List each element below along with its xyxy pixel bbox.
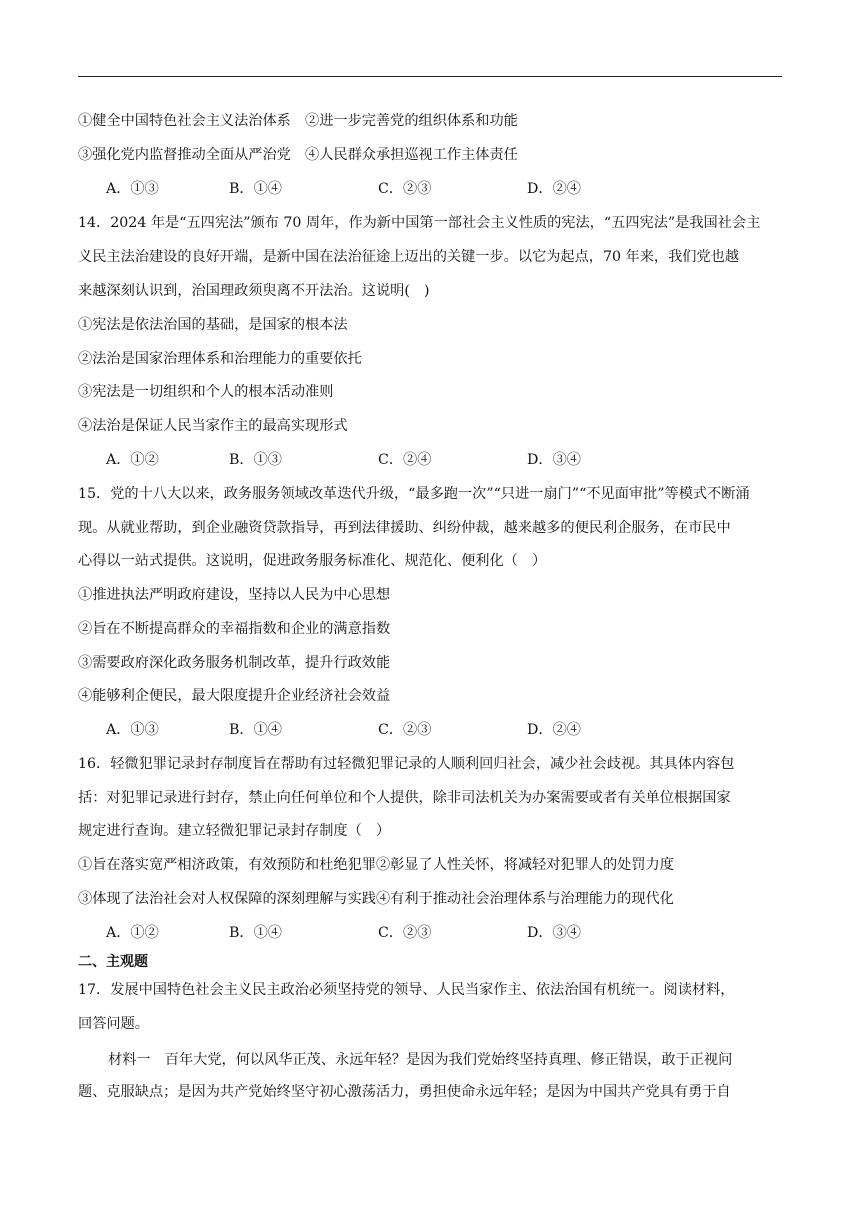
q15-item-1: ①推进执法严明政府建设，坚持以人民为中心思想 — [78, 587, 391, 603]
q13-items-row-1: ①健全中国特色社会主义法治体系 ②进一步完善党的组织体系和功能 — [78, 113, 518, 129]
q16-stem-line-1: 16．轻微犯罪记录封存制度旨在帮助有过轻微犯罪记录的人顺利回归社会，减少社会歧视。其具体内容包 — [78, 756, 735, 772]
q13-option-b: B．①④ — [229, 181, 282, 197]
q14-stem-line-2: 义民主法治建设的良好开端，是新中国在法治征途上迈出的关键一步。以它为起点，70 年来，我们党也越 — [78, 249, 740, 265]
q17-stem-line-1: 17．发展中国特色社会主义民主政治必须坚持党的领导、人民当家作主、依法治国有机统一。阅读材料， — [78, 982, 735, 998]
q16-items-row-1: ①旨在落实宽严相济政策，有效预防和杜绝犯罪②彰显了人性关怀，将减轻对犯罪人的处罚力度 — [78, 857, 674, 873]
q16-options — [0, 923, 860, 943]
q15-item-4: ④能够利企便民，最大限度提升企业经济社会效益 — [78, 688, 391, 704]
q15-item-3: ③需要政府深化政务服务机制改革，提升行政效能 — [78, 655, 391, 671]
q15-option-a: A．①③ — [106, 722, 159, 738]
q15-option-d: D．②④ — [527, 722, 581, 738]
q16-option-a: A．①② — [106, 925, 159, 941]
q14-option-d: D．③④ — [527, 452, 581, 468]
q15-option-b: B．①④ — [229, 722, 282, 738]
q14-options — [0, 450, 860, 470]
q16-items-row-2: ③体现了法治社会对人权保障的深刻理解与实践④有利于推动社会治理体系与治理能力的现代化 — [78, 891, 674, 907]
q13-option-a: A．①③ — [106, 181, 159, 197]
q15-item-2: ②旨在不断提高群众的幸福指数和企业的满意指数 — [78, 621, 391, 637]
q15-stem-line-3: 心得以一站式提供。这说明，促进政务服务标准化、规范化、便利化（ ） — [78, 553, 547, 569]
header-rule — [78, 76, 782, 77]
q14-item-2: ②法治是国家治理体系和治理能力的重要依托 — [78, 351, 362, 367]
q14-stem-line-1: 14．2024 年是“五四宪法”颁布 70 周年，作为新中国第一部社会主义性质的宪法，“五四宪法”是我国社会主 — [78, 215, 761, 231]
q16-option-c: C．②③ — [378, 925, 432, 941]
q14-item-1: ①宪法是依法治国的基础，是国家的根本法 — [78, 317, 348, 333]
q14-option-b: B．①③ — [229, 452, 282, 468]
section-heading: 二、主观题 — [78, 954, 148, 970]
q13-option-c: C．②③ — [378, 181, 432, 197]
q16-option-b: B．①④ — [229, 925, 282, 941]
q14-stem-line-3: 来越深刻认识到，治国理政须臾离不开法治。这说明( ) — [78, 283, 430, 299]
q14-option-a: A．①② — [106, 452, 159, 468]
q17-material-line-2: 题、克服缺点；是因为共产党始终坚守初心激荡活力，勇担使命永远年轻；是因为中国共产党具有勇于自 — [78, 1084, 731, 1100]
q14-option-c: C．②④ — [378, 452, 432, 468]
q13-items-row-2: ③强化党内监督推动全面从严治党 ④人民群众承担巡视工作主体责任 — [78, 147, 518, 163]
q16-option-d: D．③④ — [527, 925, 581, 941]
q14-item-3: ③宪法是一切组织和个人的根本活动准则 — [78, 384, 334, 400]
q15-option-c: C．②③ — [378, 722, 432, 738]
q15-stem-line-2: 现。从就业帮助，到企业融资贷款指导，再到法律援助、纠纷仲裁，越来越多的便民利企服务，在市民中 — [78, 520, 731, 536]
q13-options — [0, 179, 860, 199]
q16-stem-line-3: 规定进行查询。建立轻微犯罪记录封存制度（ ） — [78, 823, 391, 839]
q13-option-d: D．②④ — [527, 181, 581, 197]
q15-stem-line-1: 15．党的十八大以来，政务服务领域改革迭代升级，“最多跑一次”“只进一扇门”“不见面审批”等模式不断涌 — [78, 486, 750, 502]
q16-stem-line-2: 括：对犯罪记录进行封存，禁止向任何单位和个人提供，除非司法机关为办案需要或者有关单位根据国家 — [78, 790, 731, 806]
q14-item-4: ④法治是保证人民当家作主的最高实现形式 — [78, 418, 348, 434]
q17-material-line-1: 材料一 百年大党，何以风华正茂、永远年轻？是因为我们党始终坚持真理、修正错误，敢于正视问 — [108, 1052, 733, 1068]
q17-stem-line-2: 回答问题。 — [78, 1016, 149, 1032]
q15-options — [0, 720, 860, 740]
